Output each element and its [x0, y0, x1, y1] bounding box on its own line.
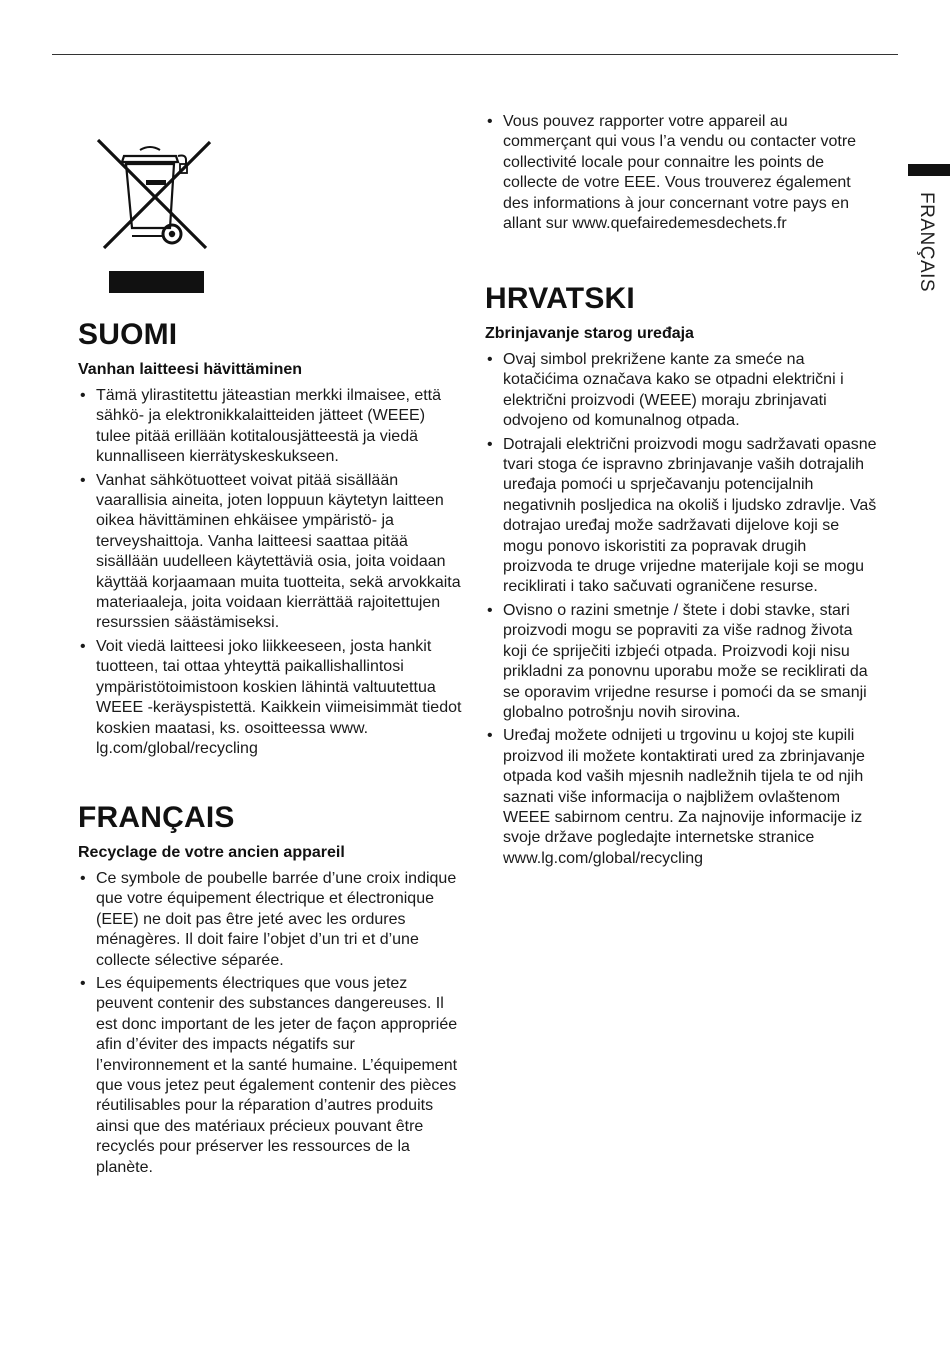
- section-tab-marker: [908, 164, 950, 176]
- section-francais: [78, 801, 463, 1181]
- list-item: • Vanhat sähkötuotteet voivat pitää sisällään vaarallisia aineita, joten loppuun käytetyn laitteen oikea hävittäminen ehkäisee ympäristö- ja terveyshaittoja. Vanha laitteesi saattaa pitää sisällään uudelleen käytettäviä osia, joita voidaan käyttää korjaamaan muita tuotteita, sekä arvokkaita materiaaleja, joita voidaan kierrättää rajoitettujen resurssien säästämiseksi.: [78, 471, 463, 634]
- bullet-list: [485, 112, 877, 234]
- section-heading: SUOMI: [78, 318, 178, 351]
- section-subheading: Vanhan laitteesi hävittäminen: [78, 361, 303, 378]
- section-hrvatski: [485, 282, 877, 872]
- list-item: • Vous pouvez rapporter votre appareil au commerçant qui vous l’a vendu ou contacter votre collectivité locale pour connaitre les points de collecte de votre EEE. Vous trouverez également des informations à jour concernant votre pays en allant sur www.quefairedemesdechets.fr: [485, 112, 877, 234]
- bullet-list: [485, 350, 877, 869]
- bullet-list: [78, 386, 463, 759]
- section-subheading: Zbrinjavanje starog uređaja: [485, 325, 694, 342]
- list-item: • Tämä ylirastitettu jäteastian merkki ilmaisee, että sähkö- ja elektronikkalaitteiden jätteet (WEEE) tulee pitää erillään kotitalousjätteestä ja viedä kunnalliseen kierrätyskeskukseen.: [78, 386, 463, 468]
- list-item: • Ovisno o razini smetnje / štete i dobi stavke, stari proizvodi mogu se popraviti za više radnog života koji će spriječiti izbjeći otpada. Proizvodi koji nisu prikladni za ponovnu uporabu može se reciklirati da se oporavim vrijedne resurse i pomoći da se smanji globalno potrošnju novih sirovina.: [485, 601, 877, 723]
- list-item: • Uređaj možete odnijeti u trgovinu u kojoj ste kupili proizvod ili možete kontaktirati ured za zbrinjavanje otpada kod vaših mjesnih nadležnih tijela te od njih saznati više informacija o najbližem ovlaštenom WEEE sabirnom centru. Za najnovije informacije iz svoje države pogledajte internetske stranice www.lg.com/global/recycling: [485, 726, 877, 869]
- side-section-label: FRANÇAIS: [916, 192, 937, 293]
- bullet-list: [78, 869, 463, 1178]
- list-item: • Les équipements électriques que vous jetez peuvent contenir des substances dangereuses. Il est donc important de les jeter de façon appropriée afin d’éviter des impacts négatifs sur l’environnement et la santé humaine. L’équipement que vous jetez peut également contenir des pièces réutilisables pour la réparation d’autres produits ainsi que des matériaux précieux pouvant être recyclés pour préserver les ressources de la planète.: [78, 974, 463, 1178]
- section-subheading: Recyclage de votre ancien appareil: [78, 844, 345, 861]
- list-item: • Voit viedä laitteesi joko liikkeeseen, josta hankit tuotteen, tai ottaa yhteyttä paikallishallintosi ympäristötoimistoon koskien lähintä valtuutettua WEEE -keräyspistettä. Kaikkein viimeisimmät tiedot koskien maatasi, ks. osoitteessa www. lg.com/global/recycling: [78, 637, 463, 759]
- list-item: • Dotrajali električni proizvodi mogu sadržavati opasne tvari stoga će ispravno zbrinjavanje vaših dotrajalih uređaja pomoći u sprječavanju potencijalnih negativnih posljedica na okoliš i ljudsko zdravlje. Vaš dotrajao uređaj može sadržavati dijelove koji se mogu ponovo iskoristiti za popravak drugih proizvoda te druge vrijedne materijale koji se mogu reciklirati i tako sačuvati ograničene resurse.: [485, 435, 877, 598]
- crossed-out-wheelie-bin-icon: [94, 136, 216, 296]
- section-suomi: [78, 318, 463, 762]
- section-heading: HRVATSKI: [485, 282, 635, 315]
- list-item: • Ce symbole de poubelle barrée d’une croix indique que votre équipement électrique et électronique (EEE) ne doit pas être jeté avec les ordures ménagères. Il doit faire l’objet d’un tri et d’une collecte sélective séparée.: [78, 869, 463, 971]
- top-rule: [52, 54, 898, 55]
- section-heading: FRANÇAIS: [78, 801, 235, 834]
- list-item: • Ovaj simbol prekrižene kante za smeće na kotačićima označava kako se otpadni električni i električni proizvodi (WEEE) moraju zbrinjavati odvojeno od komunalnog otpada.: [485, 350, 877, 432]
- section-francais-continued: [485, 112, 877, 237]
